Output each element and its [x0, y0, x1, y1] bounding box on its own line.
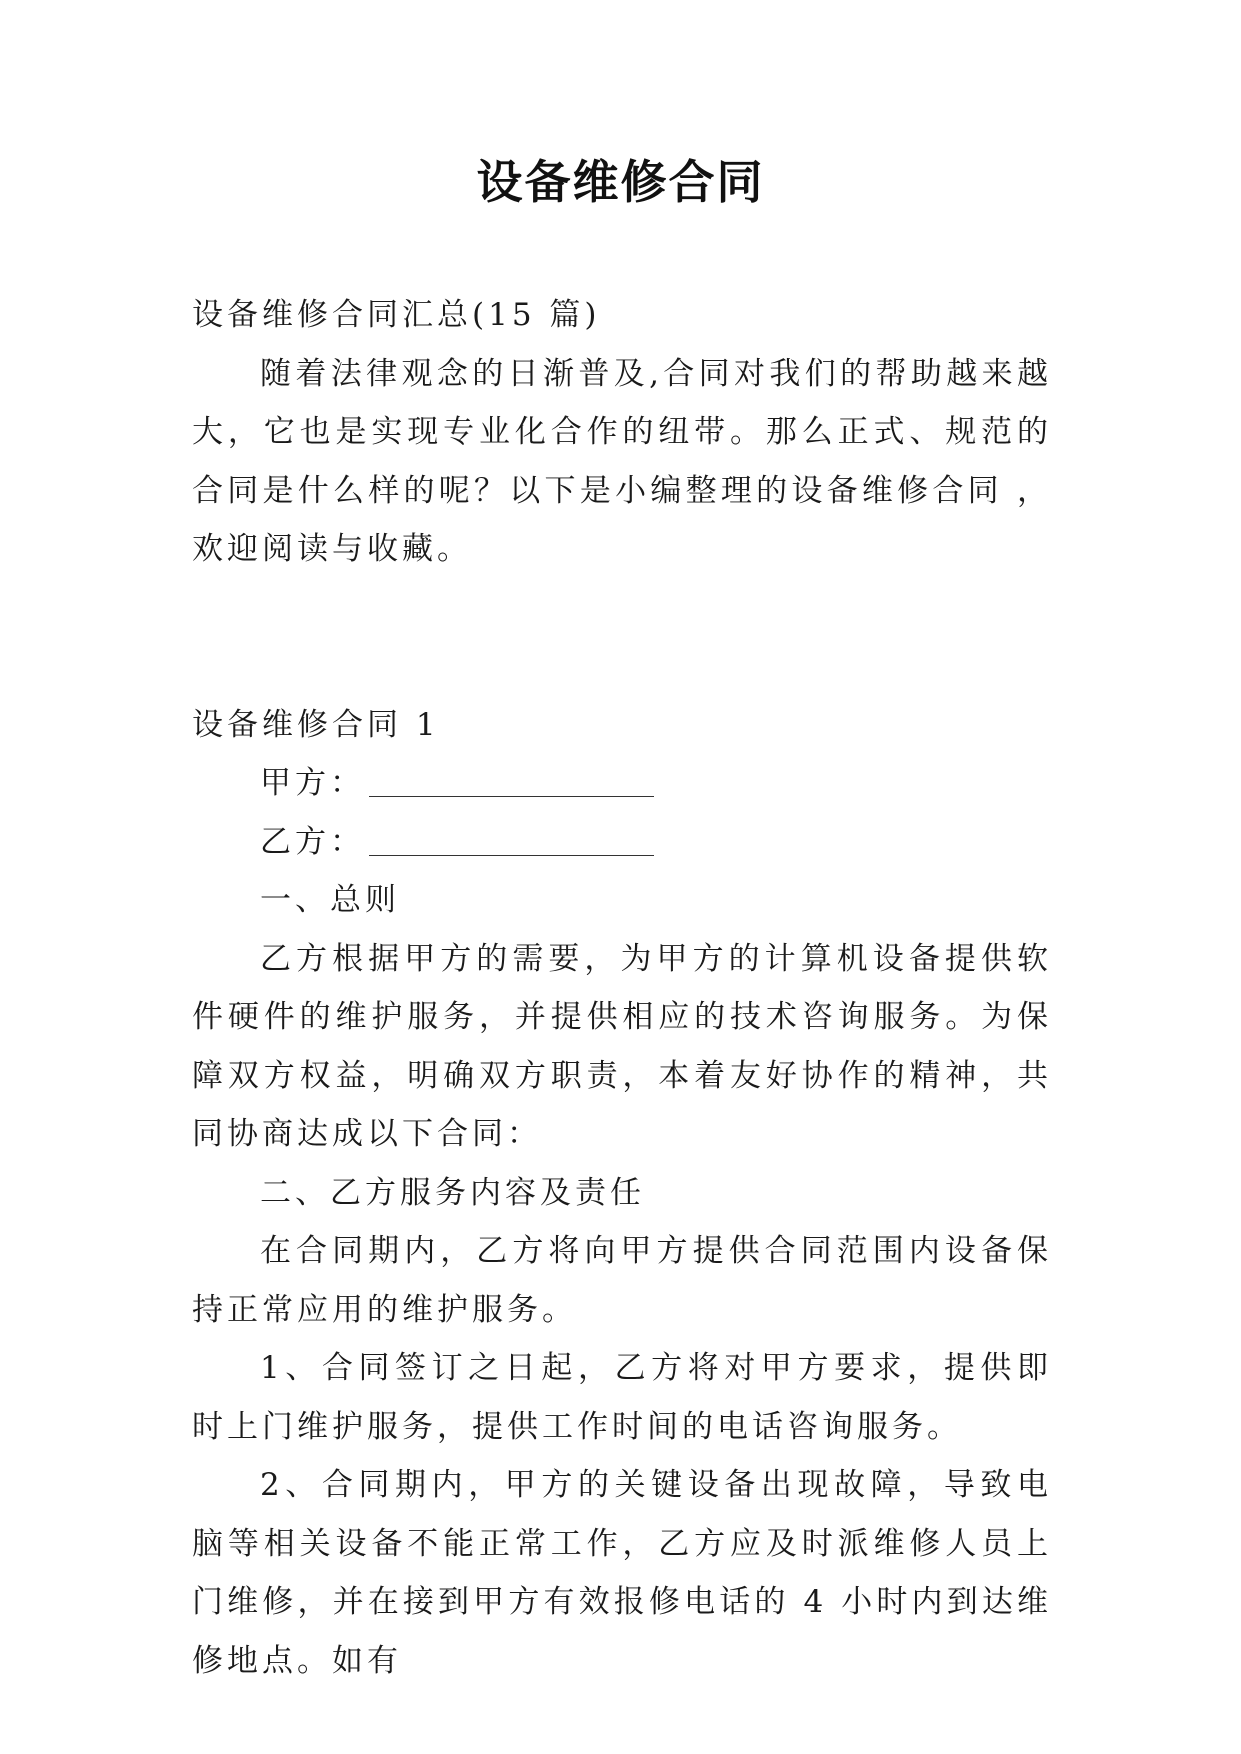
summary-heading: 设备维修合同汇总(15 篇) — [192, 297, 601, 333]
paragraph-gap — [192, 579, 1052, 696]
item-2-paragraph: 2、合同期内，甲方的关键设备出现故障，导致电脑等相关设备不能正常工作，乙方应及时派维修人员上门维修，并在接到甲方有效报修电话的 4 小时内到达维修地点。如有 — [192, 1467, 1052, 1679]
contract-heading: 设备维修合同 1 — [192, 706, 440, 743]
section1-heading: 一、总则 — [260, 882, 400, 918]
party-b-label: 乙方： — [260, 823, 365, 860]
section2-paragraph: 在合同期内，乙方将向甲方提供合同范围内设备保持正常应用的维护服务。 — [192, 1233, 1052, 1328]
document-title: 设备维修合同 — [476, 155, 765, 209]
party-a-label: 甲方： — [260, 765, 365, 801]
document-body — [192, 286, 1052, 1690]
intro-paragraph: 随着法律观念的日渐普及,合同对我们的帮助越来越大，它也是实现专业化合作的纽带。那么正式、规范的合同是什么样的呢？以下是小编整理的设备维修合同 ，欢迎阅读与收藏。 — [192, 355, 1052, 567]
party-a-line — [192, 754, 1052, 813]
section1-paragraph: 乙方根据甲方的需要，为甲方的计算机设备提供软件硬件的维护服务，并提供相应的技术咨询服务。为保障双方权益，明确双方职责，本着友好协作的精神，共同协商达成以下合同： — [192, 940, 1052, 1152]
section2-heading: 二、乙方服务内容及责任 — [260, 1174, 645, 1211]
party-b-blank — [369, 825, 654, 856]
party-b-line — [192, 813, 1052, 872]
party-a-blank — [369, 766, 654, 797]
item-1-paragraph: 1、合同签订之日起，乙方将对甲方要求，提供即时上门维护服务，提供工作时间的电话咨询服务。 — [192, 1350, 1052, 1445]
